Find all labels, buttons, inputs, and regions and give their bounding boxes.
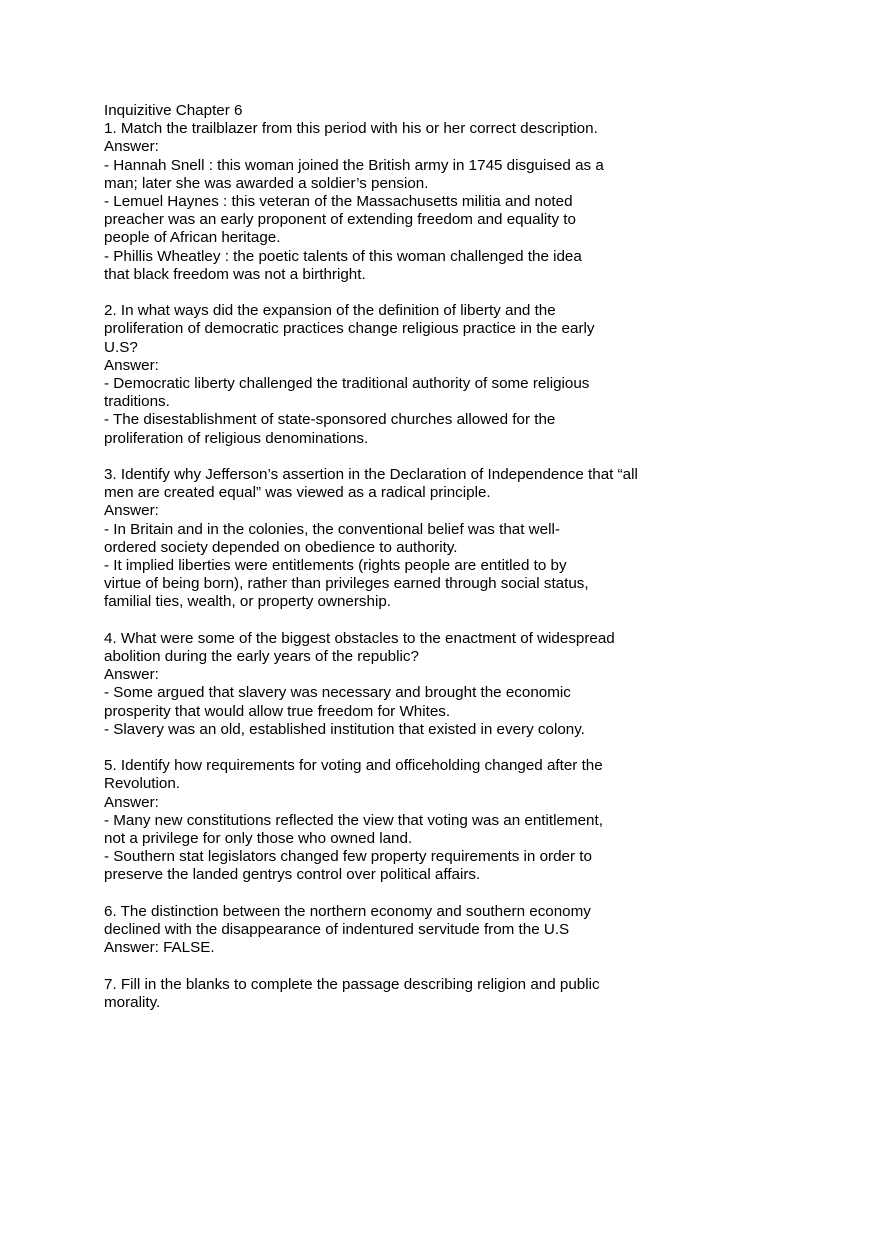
question-text-line: Answer: [104, 793, 159, 811]
question-block-1 [104, 120, 784, 284]
question-text-line: not a privilege for only those who owned land. [104, 830, 413, 848]
question-text-line: Revolution. [104, 775, 180, 793]
question-text-line: proliferation of religious denominations. [104, 429, 369, 447]
question-block-2 [104, 302, 784, 448]
question-text-line: - Hannah Snell : this woman joined the British army in 1745 disguised as a [104, 156, 604, 174]
question-text-line: - It implied liberties were entitlements (rights people are entitled to by [104, 557, 567, 575]
question-text-line: ordered society depended on obedience to authority. [104, 538, 458, 556]
question-text-line: morality. [104, 993, 161, 1011]
question-text-line: - Lemuel Haynes : this veteran of the Massachusetts militia and noted [104, 193, 573, 211]
question-text-line: Answer: [104, 356, 159, 374]
question-text-line: - Many new constitutions reflected the view that voting was an entitlement, [104, 811, 603, 829]
question-text-line: proliferation of democratic practices change religious practice in the early [104, 320, 595, 338]
question-text-line: man; later she was awarded a soldier’s pension. [104, 174, 429, 192]
question-block-7 [104, 976, 784, 1012]
question-text-line: - Democratic liberty challenged the traditional authority of some religious [104, 375, 590, 393]
question-text-line: preserve the landed gentrys control over political affairs. [104, 866, 481, 884]
question-text-line: 4. What were some of the biggest obstacles to the enactment of widespread [104, 629, 615, 647]
question-text-line: 3. Identify why Jefferson’s assertion in the Declaration of Independence that “all [104, 466, 638, 484]
question-block-6 [104, 903, 784, 958]
question-text-line: 7. Fill in the blanks to complete the passage describing religion and public [104, 975, 600, 993]
question-text-line: U.S? [104, 338, 138, 356]
question-text-line: abolition during the early years of the republic? [104, 648, 419, 666]
question-text-line: - Southern stat legislators changed few property requirements in order to [104, 848, 592, 866]
question-text-line: traditions. [104, 393, 170, 411]
question-block-5 [104, 757, 784, 884]
question-text-line: Answer: [104, 502, 159, 520]
question-text-line: - Some argued that slavery was necessary and brought the economic [104, 684, 571, 702]
question-text-line: 6. The distinction between the northern economy and southern economy [104, 902, 591, 920]
question-text-line: - In Britain and in the colonies, the conventional belief was that well- [104, 520, 560, 538]
question-text-line: - Slavery was an old, established institution that existed in every colony. [104, 720, 585, 738]
question-text-line: familial ties, wealth, or property ownership. [104, 593, 391, 611]
question-block-3 [104, 466, 784, 612]
question-text-line: virtue of being born), rather than privileges earned through social status, [104, 575, 589, 593]
document-page [104, 102, 784, 1012]
question-text-line: 1. Match the trailblazer from this period with his or her correct description. [104, 120, 598, 138]
question-text-line: 5. Identify how requirements for voting and officeholding changed after the [104, 757, 603, 775]
question-text-line: men are created equal” was viewed as a radical principle. [104, 484, 491, 502]
question-text-line: - The disestablishment of state-sponsored churches allowed for the [104, 411, 556, 429]
question-text-line: 2. In what ways did the expansion of the definition of liberty and the [104, 302, 556, 320]
question-block-4 [104, 630, 784, 739]
question-text-line: people of African heritage. [104, 229, 281, 247]
question-text-line: preacher was an early proponent of extending freedom and equality to [104, 211, 576, 229]
question-text-line: Answer: FALSE. [104, 939, 215, 957]
question-text-line: Answer: [104, 138, 159, 156]
question-text-line: - Phillis Wheatley : the poetic talents of this woman challenged the idea [104, 247, 582, 265]
question-text-line: Answer: [104, 666, 159, 684]
question-text-line: prosperity that would allow true freedom for Whites. [104, 702, 451, 720]
question-list [104, 120, 784, 1012]
question-text-line: declined with the disappearance of indentured servitude from the U.S [104, 921, 570, 939]
document-title: Inquizitive Chapter 6 [104, 102, 243, 119]
question-text-line: that black freedom was not a birthright. [104, 265, 366, 283]
